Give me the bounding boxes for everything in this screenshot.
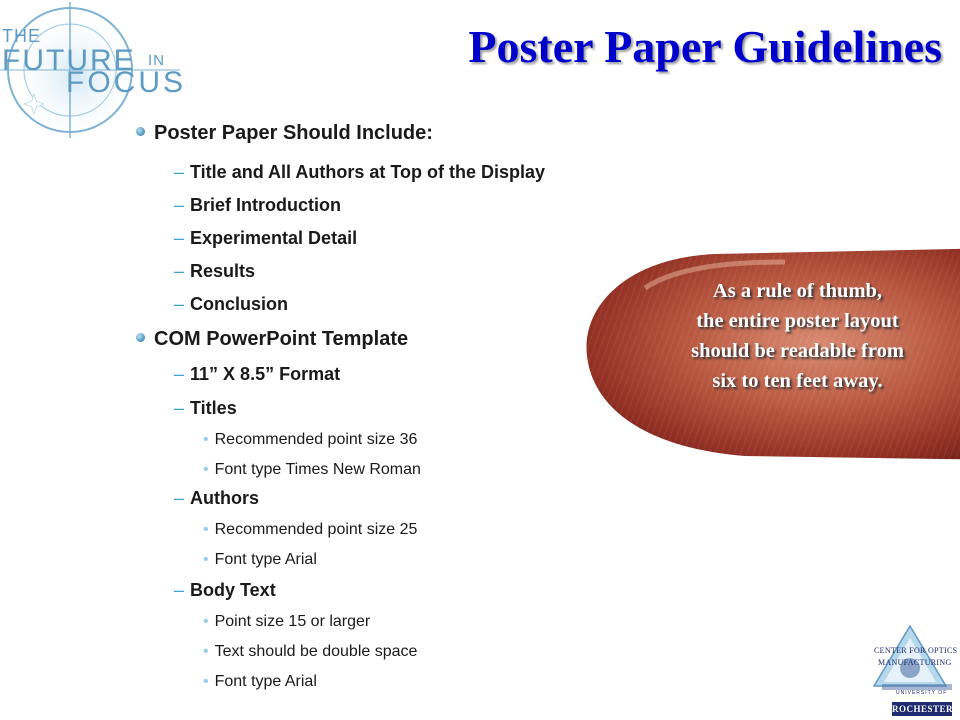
- list-item: [174, 261, 255, 282]
- sub-list-item-label: Font type Arial: [214, 673, 317, 690]
- logo-text-focus: FOCUS: [66, 66, 186, 99]
- dot-marker-icon: •: [203, 431, 209, 448]
- callout-line: six to ten feet away.: [712, 370, 883, 392]
- bullet-label: COM PowerPoint Template: [154, 328, 409, 350]
- dot-marker-icon: •: [203, 613, 209, 630]
- list-item: [174, 364, 340, 385]
- sub-list-item-label: Font type Times New Roman: [214, 461, 421, 478]
- sub-list-item: [203, 551, 317, 569]
- callout-line: the entire poster layout: [696, 310, 899, 332]
- sub-list-item-label: Recommended point size 36: [214, 431, 418, 448]
- list-item-label: Authors: [190, 488, 260, 508]
- list-item: [174, 294, 288, 315]
- list-item-label: Results: [190, 261, 256, 281]
- logo-line-manufacturing: MANUFACTURING: [878, 658, 952, 667]
- bullet-marker-icon: [136, 127, 145, 136]
- list-item-body-text: [174, 580, 276, 601]
- dash-marker-icon: –: [174, 398, 185, 418]
- dash-marker-icon: –: [174, 228, 185, 248]
- logo-text-the: THE: [2, 26, 41, 46]
- callout-line: should be readable from: [691, 340, 904, 362]
- sub-list-item-label: Text should be double space: [214, 643, 418, 660]
- sub-list-item-label: Point size 15 or larger: [214, 613, 371, 630]
- list-item-label: Title and All Authors at Top of the Display: [190, 162, 546, 182]
- dash-marker-icon: –: [174, 580, 185, 600]
- dash-marker-icon: –: [174, 162, 185, 182]
- callout-line: As a rule of thumb,: [712, 280, 883, 302]
- logo-rochester: ROCHESTER: [892, 704, 954, 714]
- logo-line-center: CENTER FOR OPTICS: [874, 646, 958, 655]
- list-item-titles: [174, 398, 237, 419]
- list-item: [174, 195, 341, 216]
- list-item-label: Conclusion: [190, 294, 289, 314]
- list-item-authors: [174, 488, 259, 509]
- dot-marker-icon: •: [203, 461, 209, 478]
- dot-marker-icon: •: [203, 551, 209, 568]
- dot-marker-icon: •: [203, 521, 209, 538]
- logo-text-future: FUTURE: [2, 44, 136, 77]
- dash-marker-icon: –: [174, 294, 185, 314]
- sub-list-item: [203, 431, 417, 449]
- slide-title: Poster Paper Guidelines: [468, 21, 942, 72]
- callout-text: [640, 276, 955, 396]
- list-item-label: Experimental Detail: [190, 228, 358, 248]
- future-in-focus-logo: [0, 0, 200, 140]
- dot-marker-icon: •: [203, 643, 209, 660]
- sub-list-item: [203, 643, 417, 661]
- bullet-com-template: [136, 328, 408, 351]
- dash-marker-icon: –: [174, 261, 185, 281]
- bullet-label: Poster Paper Should Include:: [154, 122, 433, 144]
- bullet-marker-icon: [136, 333, 145, 342]
- logo-text-in: IN: [148, 52, 165, 69]
- dash-marker-icon: –: [174, 195, 185, 215]
- sub-list-item: [203, 613, 370, 631]
- dash-marker-icon: –: [174, 364, 185, 384]
- bullet-poster-paper: [136, 122, 433, 145]
- sub-list-item-label: Font type Arial: [214, 551, 317, 568]
- list-item: [174, 228, 357, 249]
- list-item-label: Body Text: [190, 580, 276, 600]
- sub-list-item: [203, 521, 417, 539]
- list-item: [174, 162, 545, 183]
- logo-university: UNIVERSITY OF: [896, 690, 948, 696]
- sub-list-item: [203, 461, 421, 479]
- list-item-label: Titles: [190, 398, 237, 418]
- sub-list-item-label: Recommended point size 25: [214, 521, 418, 538]
- dash-marker-icon: –: [174, 488, 185, 508]
- dot-marker-icon: •: [203, 673, 209, 690]
- list-item-label: Brief Introduction: [190, 195, 342, 215]
- sub-list-item: [203, 673, 317, 691]
- center-for-optics-logo: [862, 624, 958, 720]
- list-item-label: 11” X 8.5” Format: [190, 364, 341, 384]
